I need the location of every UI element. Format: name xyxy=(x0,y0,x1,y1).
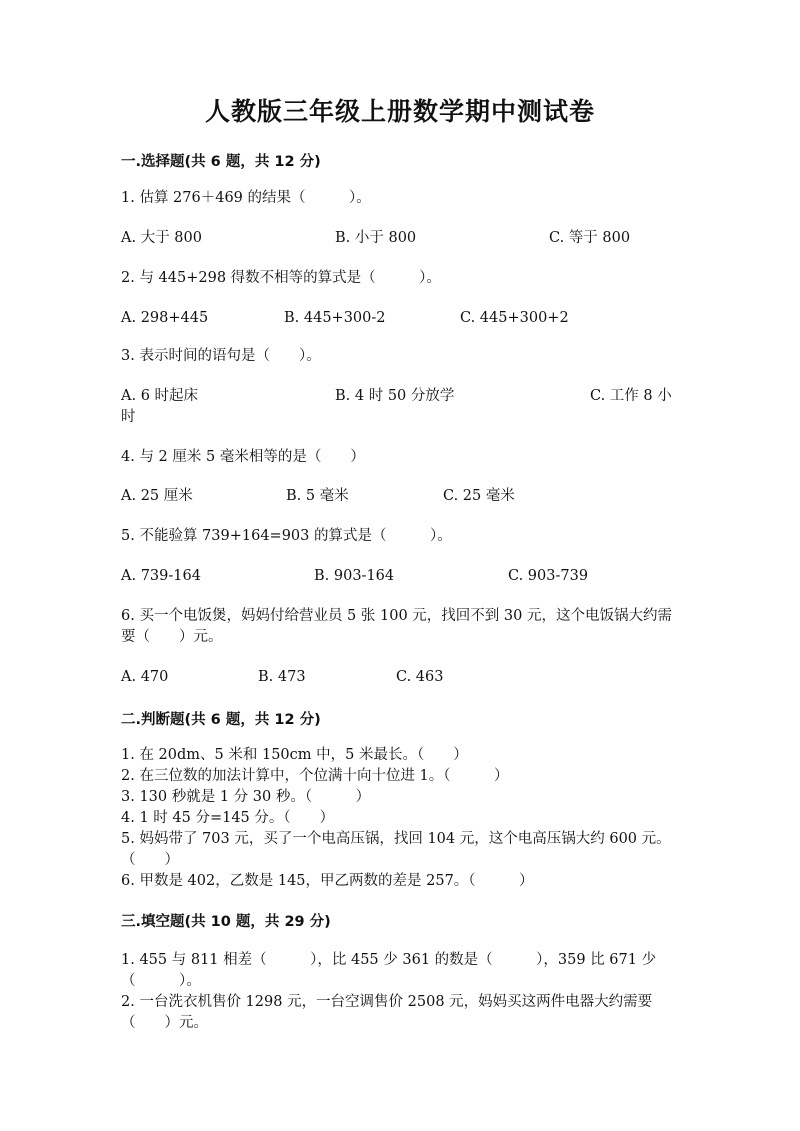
option-6a: A. 470 xyxy=(121,669,169,685)
option-3c: C. 工作 8 小 xyxy=(590,388,672,404)
option-3b: B. 4 时 50 分放学 xyxy=(335,388,455,404)
fill-item-1: 1. 455 与 811 相差（ ），比 455 少 361 的数是（ ），359 比 671 少（ ）。 xyxy=(121,952,657,989)
section-heading-choice: 一.选择题(共 6 题，共 12 分) xyxy=(121,154,321,170)
option-6c: C. 463 xyxy=(396,669,444,685)
section-heading-fill: 三.填空题(共 10 题，共 29 分) xyxy=(121,914,331,930)
option-4b: B. 5 毫米 xyxy=(286,488,349,504)
option-1b: B. 小于 800 xyxy=(335,230,417,246)
question-4: 4. 与 2 厘米 5 毫米相等的是（ ） xyxy=(121,449,365,465)
option-6b: B. 473 xyxy=(258,669,306,685)
option-2a: A. 298+445 xyxy=(121,310,209,326)
option-3c-wrap: 时 xyxy=(121,409,136,425)
option-1c: C. 等于 800 xyxy=(549,230,631,246)
judge-item-5: 5. 妈妈带了 703 元，买了一个电高压锅，找回 104 元，这个电高压锅大约 600 元。（ ） xyxy=(121,831,671,868)
page-title: 人教版三年级上册数学期中测试卷 xyxy=(204,97,595,126)
judge-item-4: 4. 1 时 45 分=145 分。（ ） xyxy=(121,810,335,826)
option-2b: B. 445+300-2 xyxy=(284,310,386,326)
question-6: 6. 买一个电饭煲，妈妈付给营业员 5 张 100 元，找回不到 30 元，这个电饭锅大约需要（ ）元。 xyxy=(121,608,672,645)
option-2c: C. 445+300+2 xyxy=(460,310,569,326)
option-5c: C. 903-739 xyxy=(508,568,589,584)
option-1a: A. 大于 800 xyxy=(121,230,202,246)
judge-item-3: 3. 130 秒就是 1 分 30 秒。（ ） xyxy=(121,789,371,805)
question-1: 1. 估算 276＋469 的结果（ ）。 xyxy=(121,190,371,206)
option-3a: A. 6 时起床 xyxy=(121,388,199,404)
section-heading-judge: 二.判断题(共 6 题，共 12 分) xyxy=(121,712,321,728)
option-5b: B. 903-164 xyxy=(314,568,395,584)
judge-item-6: 6. 甲数是 402，乙数是 145，甲乙两数的差是 257。（ ） xyxy=(121,873,534,889)
question-5: 5. 不能验算 739+164=903 的算式是（ ）。 xyxy=(121,528,452,544)
judge-item-2: 2. 在三位数的加法计算中，个位满十向十位进 1。（ ） xyxy=(121,768,509,784)
question-2: 2. 与 445+298 得数不相等的算式是（ ）。 xyxy=(121,270,441,286)
option-5a: A. 739-164 xyxy=(121,568,201,584)
question-3: 3. 表示时间的语句是（ ）。 xyxy=(121,348,321,364)
option-4c: C. 25 毫米 xyxy=(443,488,515,504)
option-4a: A. 25 厘米 xyxy=(121,488,193,504)
judge-item-1: 1. 在 20dm、5 米和 150cm 中，5 米最长。（ ） xyxy=(121,747,468,763)
fill-item-2: 2. 一台洗衣机售价 1298 元，一台空调售价 2508 元，妈妈买这两件电器大约需要（ ）元。 xyxy=(121,994,653,1031)
